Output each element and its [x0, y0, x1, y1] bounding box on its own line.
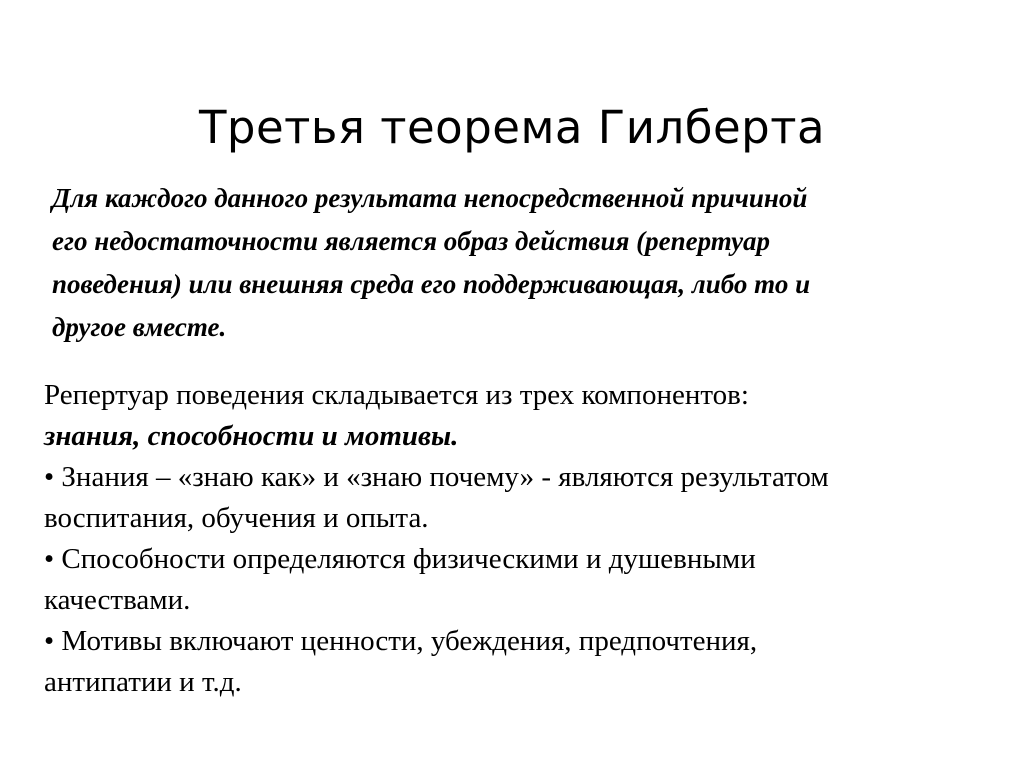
- definition-line: поведения) или внешняя среда его поддерживающая, либо то и: [52, 269, 811, 299]
- components-text: знания, способности и мотивы.: [44, 420, 459, 452]
- slide-title: Третья теорема Гилберта: [198, 101, 826, 154]
- bullet-line: • Знания – «знаю как» и «знаю почему» - являются результатом: [44, 461, 829, 493]
- definition-line: Для каждого данного результата непосредственной причиной: [52, 183, 808, 213]
- bullet-line: воспитания, обучения и опыта.: [44, 502, 429, 534]
- bullet-line: • Мотивы включают ценности, убеждения, предпочтения,: [44, 625, 758, 657]
- bullet-line: антипатии и т.д.: [44, 666, 242, 698]
- bullet-motives: [44, 621, 1014, 703]
- definition-line: другое вместе.: [52, 312, 227, 342]
- bullet-abilities: [44, 539, 1014, 621]
- bullet-knowledge: [44, 457, 1014, 539]
- bullet-line: • Способности определяются физическими и душевными: [44, 543, 756, 575]
- definition-line: его недостаточности является образ действия (репертуар: [52, 226, 771, 256]
- bullet-line: качествами.: [44, 584, 191, 616]
- intro-text: Репертуар поведения складывается из трех компонентов:: [44, 379, 749, 411]
- theorem-definition: [52, 177, 1022, 349]
- repertoire-description: [44, 375, 1014, 703]
